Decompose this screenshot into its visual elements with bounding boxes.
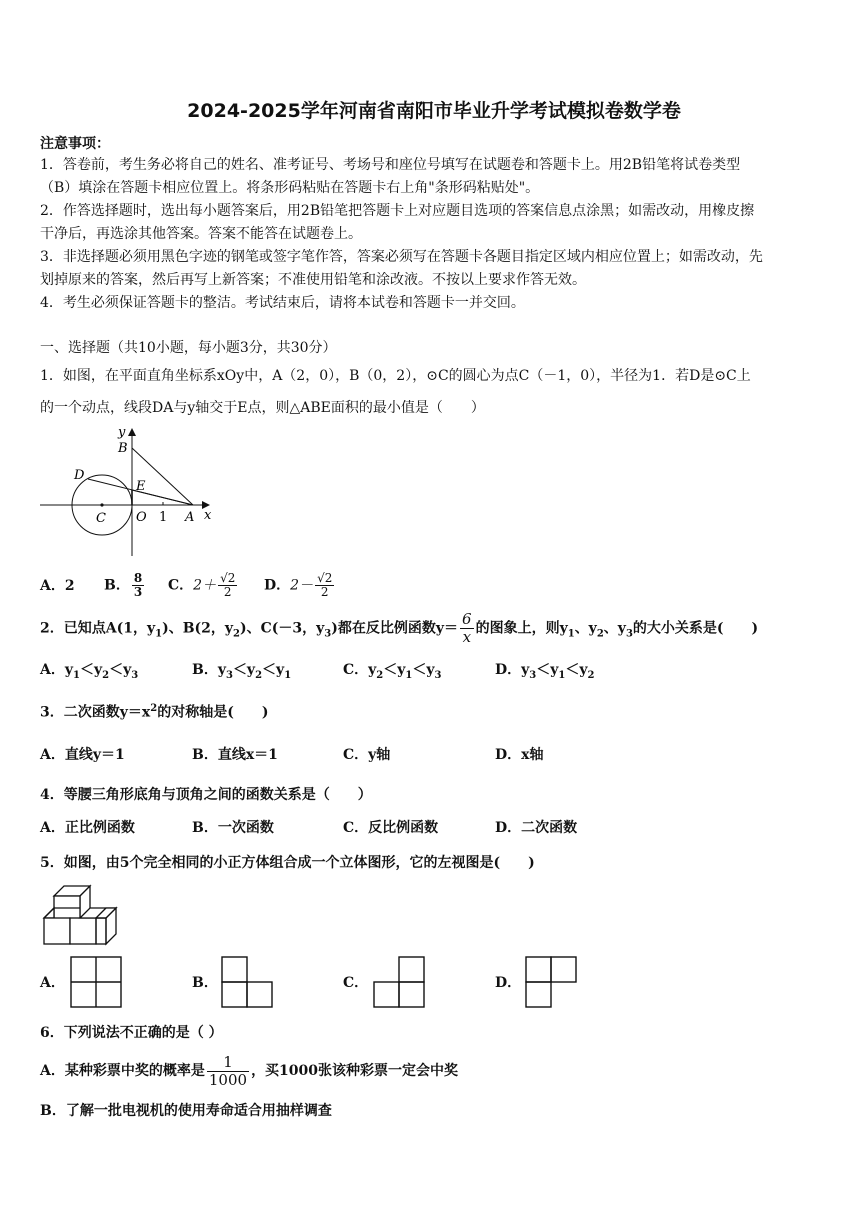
- q2-option-d: [495, 660, 594, 686]
- q5-stem: 5．如图，由5个完全相同的小正方体组合成一个立体图形，它的左视图是( ): [40, 855, 535, 871]
- q2-option-b: [192, 660, 291, 686]
- section-heading: 一、选择题（共10小题，每小题3分，共30分）: [40, 340, 337, 356]
- q1-option-c-fraction: [218, 572, 237, 599]
- q3-option-c: C．y轴: [343, 747, 391, 763]
- label-B: B: [118, 441, 128, 456]
- q2-option-a: [40, 660, 138, 686]
- label-D: D: [74, 468, 85, 483]
- q6-option-a-text: ，买1000张该种彩票一定会中奖: [251, 1063, 459, 1079]
- q1-option-c-expr: 2＋: [193, 577, 217, 594]
- label-C: C: [96, 511, 106, 526]
- less-than: ＜y: [565, 662, 588, 678]
- q3-stem: [40, 699, 268, 723]
- subscript: 2: [233, 628, 241, 640]
- q4-option-b: B．一次函数: [192, 820, 274, 836]
- q4-option-c: C．反比例函数: [343, 820, 439, 836]
- subscript: 3: [625, 628, 633, 640]
- q2-text: )都在反比例函数y＝: [331, 620, 459, 637]
- less-than: ＜y: [383, 662, 406, 678]
- less-than: ＜y: [412, 662, 435, 678]
- page-title: 2024-2025学年河南省南阳市毕业升学考试模拟卷数学卷: [187, 100, 681, 122]
- q2-fraction: [460, 611, 474, 646]
- less-than: ＜y: [79, 662, 103, 678]
- q1-option-d-expr: 2－: [290, 577, 314, 594]
- q5-option-a-label: A．: [40, 975, 65, 991]
- subscript: 3: [225, 669, 233, 681]
- subscript: 2: [102, 669, 110, 681]
- q6-option-a-text: A．某种彩票中奖的概率是: [40, 1063, 205, 1079]
- q3-option-a: A．直线y＝1: [40, 747, 125, 763]
- subscript: 1: [284, 669, 292, 681]
- fraction-denominator: 3: [133, 585, 143, 599]
- q1-option-c-label: C．: [168, 577, 194, 594]
- q1-option-d: [264, 572, 336, 599]
- less-than: ＜y: [262, 662, 285, 678]
- notice-heading: 注意事项：: [40, 136, 110, 152]
- q2-text: )、B(2，y: [162, 620, 234, 637]
- q1-option-b: [104, 572, 146, 599]
- fraction-numerator: 6: [462, 610, 472, 628]
- subscript: 2: [255, 669, 263, 681]
- q1-option-b-label: B．: [104, 577, 130, 594]
- label-A: A: [185, 510, 195, 525]
- fraction-numerator: 8: [133, 571, 143, 585]
- subscript: 1: [73, 669, 80, 681]
- q2-text: 、y: [603, 620, 626, 637]
- q1-option-c: [168, 572, 239, 599]
- subscript: 1: [567, 628, 575, 640]
- notice-line: 干净后，再选涂其他答案。答案不能答在试题卷上。: [40, 226, 362, 242]
- subscript: 2: [376, 669, 384, 681]
- option-label: C．y: [343, 662, 377, 678]
- q5-option-c-figure: [373, 956, 425, 1008]
- q1-stem-line1: 1．如图，在平面直角坐标系xOy中，A（2，0），B（0，2），⊙C的圆心为点C（－1，0），半径为1．若D是⊙C上: [40, 368, 751, 384]
- q4-stem: 4．等腰三角形底角与顶角之间的函数关系是（ ）: [40, 787, 372, 803]
- fraction-numerator: √2: [317, 571, 333, 585]
- q2-option-c: [343, 660, 441, 686]
- subscript: 3: [434, 669, 442, 681]
- q3-text: 3．二次函数y＝x: [40, 704, 151, 721]
- q4-option-a: A．正比例函数: [40, 820, 135, 836]
- notice-line: 1．答卷前，考生务必将自己的姓名、准考证号、考场号和座位号填写在试题卷和答题卡上。用2B铅笔将试卷类型: [40, 157, 741, 173]
- q1-figure: [38, 424, 218, 560]
- fraction-denominator: 1000: [208, 1070, 248, 1089]
- notice-line: 3．非选择题必须用黑色字迹的钢笔或签字笔作答，答案必须写在答题卡各题目指定区域内相应位置上；如需改动，先: [40, 249, 763, 265]
- q5-option-b-figure: [221, 956, 273, 1008]
- q3-option-b: B．直线x＝1: [192, 747, 278, 763]
- q2-text: 的图象上，则y: [475, 620, 568, 637]
- subscript: 2: [587, 669, 595, 681]
- subscript: 1: [558, 669, 566, 681]
- q6-option-a: [40, 1050, 458, 1092]
- q2-text: )、C(－3，y: [240, 620, 325, 637]
- q5-option-a-figure: [70, 956, 122, 1008]
- q6-stem: 6．下列说法不正确的是（ ）: [40, 1025, 223, 1041]
- label-1: 1: [159, 510, 168, 525]
- fraction-denominator: 2: [223, 585, 232, 599]
- subscript: 1: [155, 628, 163, 640]
- notice-line: （B）填涂在答题卡相应位置上。将条形码粘贴在答题卡右上角"条形码粘贴处"。: [40, 180, 540, 196]
- subscript: 3: [131, 669, 139, 681]
- q5-option-c-label: C．: [343, 975, 369, 991]
- less-than: ＜y: [109, 662, 132, 678]
- option-label: A．y: [40, 662, 73, 678]
- subscript: 3: [529, 669, 537, 681]
- q5-option-d-label: D．: [495, 975, 522, 991]
- notice-line: 划掉原来的答案，然后再写上新答案；不准使用铅笔和涂改液。不按以上要求作答无效。: [40, 272, 586, 288]
- q1-option-d-label: D．: [264, 577, 291, 594]
- q1-option-a: A．2: [40, 578, 75, 594]
- label-E: E: [136, 479, 146, 494]
- q5-cube-figure: [40, 882, 122, 948]
- fraction-numerator: √2: [220, 571, 236, 585]
- q1-option-b-fraction: [132, 572, 144, 599]
- fraction-numerator: 1: [207, 1054, 249, 1072]
- q2-text: 、y: [574, 620, 597, 637]
- subscript: 1: [405, 669, 413, 681]
- option-label: D．y: [495, 662, 530, 678]
- q3-text: 的对称轴是( ): [157, 704, 269, 721]
- subscript: 2: [596, 628, 604, 640]
- q5-option-d-figure: [525, 956, 577, 1008]
- subscript: 3: [324, 628, 332, 640]
- q4-option-d: D．二次函数: [495, 820, 578, 836]
- q1-stem-line2: 的一个动点，线段DA与y轴交于E点，则△ABE面积的最小值是（ ）: [40, 400, 485, 416]
- q1-option-d-fraction: [315, 572, 334, 599]
- q2-text: 2．已知点A(1，y: [40, 620, 156, 637]
- fraction-denominator: 2: [320, 585, 329, 599]
- label-y: y: [118, 425, 126, 440]
- q3-option-d: D．x轴: [495, 747, 544, 763]
- superscript: 2: [150, 703, 158, 714]
- q2-text: 的大小关系是( ): [632, 620, 759, 637]
- option-label: B．y: [192, 662, 226, 678]
- q5-option-b-label: B．: [192, 975, 218, 991]
- q2-stem: [40, 611, 758, 651]
- less-than: ＜y: [232, 662, 256, 678]
- fraction-denominator: x: [462, 628, 472, 646]
- q6-option-b: B．了解一批电视机的使用寿命适合用抽样调查: [40, 1103, 332, 1119]
- notice-line: 4．考生必须保证答题卡的整洁。考试结束后，请将本试卷和答题卡一并交回。: [40, 295, 525, 311]
- notice-line: 2．作答选择题时，选出每小题答案后，用2B铅笔把答题卡上对应题目选项的答案信息点涂黑；如需改动，用橡皮擦: [40, 203, 755, 219]
- less-than: ＜y: [536, 662, 559, 678]
- label-x: x: [204, 508, 212, 523]
- q6-option-a-fraction: [207, 1054, 249, 1089]
- label-O: O: [136, 510, 147, 525]
